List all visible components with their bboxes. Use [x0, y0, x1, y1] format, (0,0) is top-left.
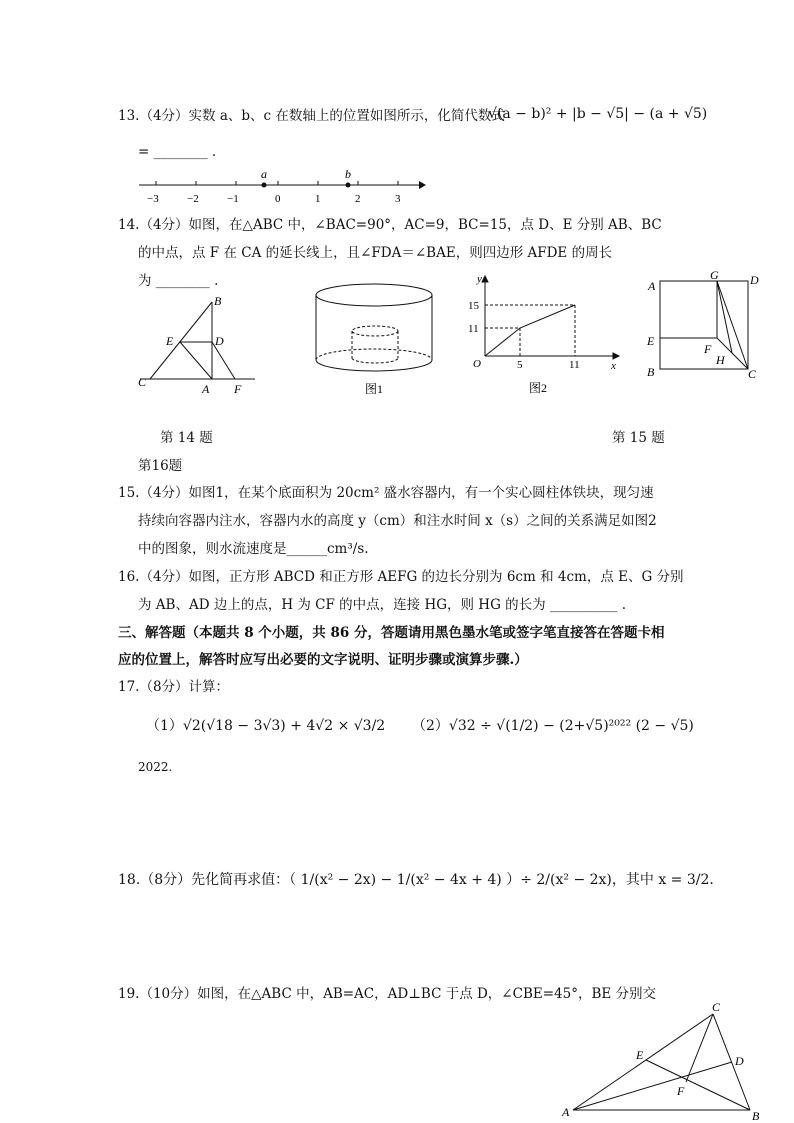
q16-caption: 第16题: [138, 458, 183, 474]
q13-tick: 3: [395, 193, 401, 205]
q15-line3: 中的图象，则水流速度是______cm³/s.: [138, 541, 369, 557]
q13-line1: 13.（4分）实数 a、b、c 在数轴上的位置如图所示，化简代数式: [118, 108, 505, 124]
q16-label-B: B: [647, 365, 655, 379]
section3-line2: 应的位置上，解答时应写出必要的文字说明、证明步骤或演算步骤.）: [118, 652, 528, 668]
q18-text: 18.（8分）先化简再求值：（ 1/(x² − 2x) − 1/(x² − 4x + 4) ）÷ 2/(x² − 2x)，其中 x = 3/2.: [118, 872, 714, 888]
q14-line3: 为 ________ .: [138, 273, 219, 289]
q15-line1: 15.（4分）如图1，在某个底面积为 20cm² 盛水容器内，有一个实心圆柱体铁块，现匀速: [118, 485, 654, 501]
q15-x-label: x: [611, 360, 616, 372]
q16-label-G: G: [710, 268, 719, 282]
q14-figure: [135, 292, 260, 400]
q13-tick: −1: [227, 193, 239, 205]
q16-figure: [640, 268, 770, 383]
q19-label-C: C: [712, 1000, 721, 1014]
q15-caption: 第 15 题: [612, 430, 665, 446]
q19-label-A: A: [562, 1105, 570, 1119]
q15-ytick: 15: [468, 300, 479, 312]
q15-fig2-caption: 图2: [529, 381, 548, 395]
q14-label-C: C: [138, 375, 147, 389]
q17-title: 17.（8分）计算：: [118, 679, 230, 695]
q16-line2: 为 AB、AD 边上的点，H 为 CF 的中点，连接 HG，则 HG 的长为 __________ .: [138, 597, 627, 613]
q13-tick: 2: [355, 193, 361, 205]
q17-part1: （1）√2(√18 − 3√3) + 4√2 × √3/2: [146, 718, 386, 734]
q14-caption: 第 14 题: [160, 430, 213, 446]
q15-origin: O: [473, 358, 481, 370]
q14-label-B: B: [214, 294, 222, 308]
q15-xtick: 5: [517, 359, 523, 371]
q19-figure: [558, 1000, 768, 1123]
q15-figure1-container: [308, 278, 438, 400]
q13-point-b: [346, 183, 351, 188]
q14-label-D: D: [215, 334, 224, 348]
q14-line1: 14.（4分）如图，在△ABC 中，∠BAC=90°，AC=9，BC=15，点 D、E 分别 AB、BC: [118, 217, 662, 233]
q15-line2: 持续向容器内注水，容器内水的高度 y（cm）和注水时间 x（s）之间的关系满足如图2: [138, 513, 657, 529]
q16-label-F: F: [704, 342, 712, 356]
q16-label-H: H: [716, 353, 725, 367]
q19-label-E: E: [636, 1048, 644, 1062]
q14-line2: 的中点，点 F 在 CA 的延长线上，且∠FDA＝∠BAE，则四边形 AFDE 的周长: [138, 245, 613, 261]
q13-tick: 0: [275, 193, 281, 205]
q17-part2: （2）√32 ÷ √(1/2) − (2+√5)²⁰²² (2 − √5): [412, 718, 694, 734]
q13-number-line: [134, 165, 434, 207]
q13-line2: = ________ .: [138, 144, 217, 160]
q19-label-B: B: [752, 1109, 760, 1123]
q15-ytick: 11: [468, 323, 479, 335]
q16-label-D: D: [750, 273, 759, 287]
q15-xtick: 11: [569, 359, 580, 371]
q19-text: 19.（10分）如图，在△ABC 中，AB=AC，AD⊥BC 于点 D，∠CBE=45°，BE 分别交: [118, 986, 657, 1002]
q13-label-a: a: [261, 167, 267, 181]
q14-label-F: F: [234, 382, 242, 396]
q16-line1: 16.（4分）如图，正方形 ABCD 和正方形 AEFG 的边长分别为 6cm 和 4cm，点 E、G 分别: [118, 569, 684, 585]
q19-label-F: F: [677, 1084, 685, 1098]
q13-tick: −3: [147, 193, 159, 205]
q19-label-D: D: [735, 1054, 744, 1068]
q13-label-b: b: [345, 167, 351, 181]
q17-part2-cont: 2022.: [138, 760, 173, 774]
q14-label-E: E: [166, 334, 174, 348]
q15-figure2-graph: [465, 268, 625, 400]
q13-point-a: [262, 183, 267, 188]
q13-tick: 1: [315, 193, 321, 205]
q13-expression: √(a − b)² + |b − √5| − (a + √5): [488, 106, 708, 122]
q14-label-A: A: [202, 382, 210, 396]
q16-label-E: E: [647, 334, 655, 348]
q15-y-label: y: [477, 273, 482, 285]
q16-label-C: C: [748, 367, 757, 381]
q15-fig1-caption: 图1: [365, 382, 384, 396]
q16-label-A: A: [648, 279, 656, 293]
q13-tick: −2: [187, 193, 199, 205]
section3-line1: 三、解答题（本题共 8 个小题，共 86 分，答题请用黑色墨水笔或签字笔直接答在答题卡相: [118, 625, 665, 641]
